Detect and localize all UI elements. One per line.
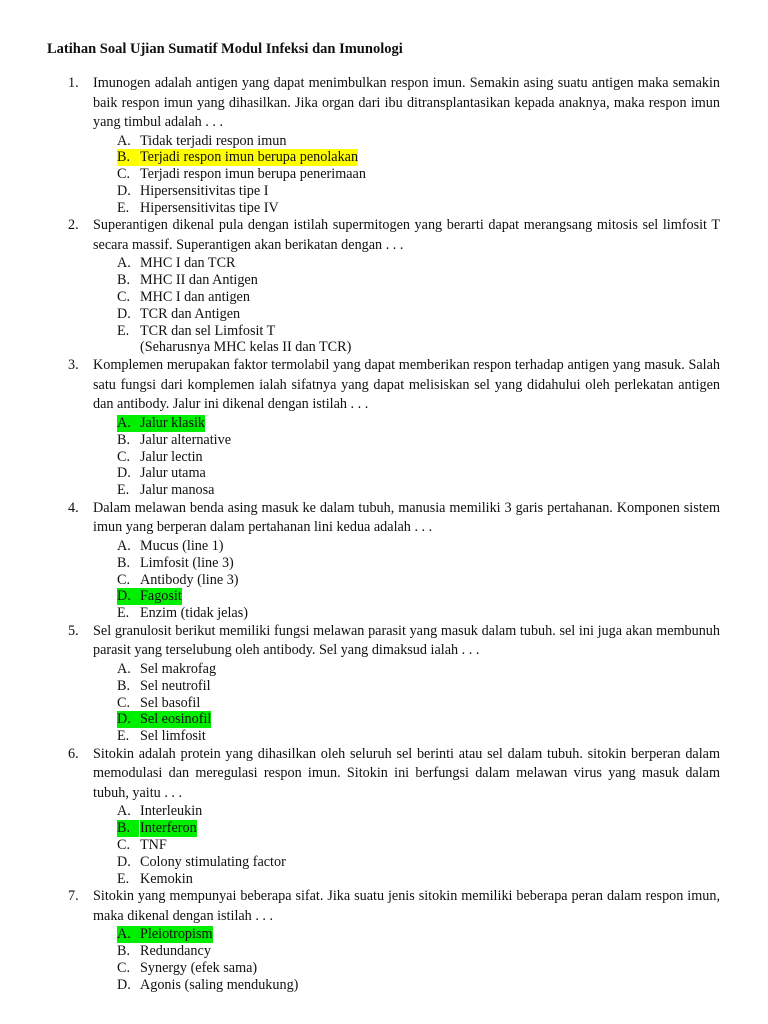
option-letter: B. xyxy=(117,431,131,448)
option-text: Fagosit xyxy=(140,588,182,605)
option-letter: E. xyxy=(117,322,130,339)
option-text: Interleukin xyxy=(140,803,203,820)
option-text: Tidak terjadi respon imun xyxy=(140,132,287,149)
option-text: MHC I dan antigen xyxy=(140,289,250,306)
option-letter: A. xyxy=(117,926,140,943)
option-list xyxy=(0,538,768,622)
option-text: Hipersensitivitas tipe I xyxy=(140,182,269,199)
option-list xyxy=(0,133,768,217)
answer-option xyxy=(0,555,768,572)
option-text: Enzim (tidak jelas) xyxy=(140,605,248,622)
answer-option xyxy=(0,803,768,820)
option-letter: D. xyxy=(117,182,131,199)
answer-option xyxy=(0,695,768,712)
answer-option-highlighted xyxy=(0,415,768,432)
answer-option xyxy=(0,255,768,272)
answer-option xyxy=(0,943,768,960)
option-text: Limfosit (line 3) xyxy=(140,554,234,571)
option-list xyxy=(0,661,768,745)
option-text: Sel basofil xyxy=(140,694,201,711)
option-letter: B. xyxy=(117,554,131,571)
option-letter: A. xyxy=(117,803,131,820)
option-text: Antibody (line 3) xyxy=(140,571,239,588)
option-letter: D. xyxy=(117,976,131,993)
option-text: Sel eosinofil xyxy=(140,711,212,728)
option-letter: A. xyxy=(117,537,131,554)
option-text: Agonis (saling mendukung) xyxy=(140,976,299,993)
answer-option xyxy=(0,871,768,888)
answer-note xyxy=(0,339,768,356)
option-text: Jalur lectin xyxy=(140,448,203,465)
answer-option xyxy=(0,449,768,466)
answer-option xyxy=(0,854,768,871)
answer-option-highlighted xyxy=(0,149,768,166)
document-title: Latihan Soal Ujian Sumatif Modul Infeksi dan Imunologi xyxy=(47,41,403,57)
option-letter: D. xyxy=(117,465,131,482)
question-stem: Sitokin adalah protein yang dihasilkan oleh seluruh sel berinti atau sel dalam tubuh. sitokin berperan dalam memodulasi dan meregulasi respon imun. Sitokin ini berfungsi dalam melawan virus yang masuk dalam tubuh, yaitu . . . xyxy=(93,745,720,801)
option-list xyxy=(0,803,768,887)
option-letter: B. xyxy=(117,272,131,289)
question-stem: Sel granulosit berikut memiliki fungsi melawan parasit yang masuk dalam tubuh. sel ini juga akan membunuh parasit yang terselubung oleh antibody. Sel yang dimaksud ialah . . . xyxy=(93,622,720,659)
question-number: 1. xyxy=(68,75,79,91)
answer-option xyxy=(0,272,768,289)
question-item xyxy=(0,622,768,745)
option-letter: D. xyxy=(117,305,131,322)
option-text: Redundancy xyxy=(140,943,211,960)
question-list xyxy=(0,74,768,994)
option-letter: C. xyxy=(117,166,131,183)
option-text: Jalur utama xyxy=(140,465,206,482)
answer-option xyxy=(0,977,768,994)
option-letter: B. xyxy=(117,677,131,694)
option-letter: C. xyxy=(117,837,131,854)
answer-option xyxy=(0,538,768,555)
option-text: Synergy (efek sama) xyxy=(140,960,258,976)
option-text: Jalur klasik xyxy=(140,414,206,431)
option-text: Interferon xyxy=(140,820,197,837)
option-list xyxy=(0,926,768,993)
question-number: 7. xyxy=(68,888,79,905)
option-text: Hipersensitivitas tipe IV xyxy=(140,199,279,216)
question-item xyxy=(0,499,768,622)
option-letter: C. xyxy=(117,289,131,306)
question-stem: Imunogen adalah antigen yang dapat menimbulkan respon imun. Semakin asing suatu antigen maka semakin baik respon imun yang dihasilkan. Jika organ dari ibu ditransplantasikan kepada anaknya, maka respon imun yang timbul adalah . . . xyxy=(93,75,720,130)
answer-option xyxy=(0,133,768,150)
answer-option-highlighted xyxy=(0,926,768,943)
option-letter: C. xyxy=(117,448,131,465)
option-text: Sel limfosit xyxy=(140,728,206,745)
question-item xyxy=(0,216,768,356)
answer-option xyxy=(0,661,768,678)
option-letter: A. xyxy=(117,415,140,432)
option-letter: A. xyxy=(117,132,131,149)
option-text: Sel makrofag xyxy=(140,660,217,677)
answer-option xyxy=(0,572,768,589)
option-text: MHC I dan TCR xyxy=(140,255,236,272)
option-letter: A. xyxy=(117,660,131,677)
answer-option xyxy=(0,432,768,449)
option-text: Colony stimulating factor xyxy=(140,853,286,870)
question-stem: Superantigen dikenal pula dengan istilah supermitogen yang berarti dapat merangsang mitosis sel limfosit T secara massif. Superantigen akan berikatan dengan . . . xyxy=(93,217,720,253)
option-letter: C. xyxy=(117,694,131,711)
option-text: Sel neutrofil xyxy=(140,677,211,694)
question-number: 3. xyxy=(68,357,79,374)
question-number: 4. xyxy=(68,499,79,516)
option-letter: A. xyxy=(117,255,131,272)
option-list xyxy=(0,415,768,499)
answer-option xyxy=(0,200,768,217)
question-item xyxy=(0,74,768,216)
option-letter: E. xyxy=(117,199,130,216)
answer-option xyxy=(0,465,768,482)
answer-option xyxy=(0,837,768,854)
answer-option xyxy=(0,605,768,622)
option-text: TCR dan Antigen xyxy=(140,305,241,322)
answer-option xyxy=(0,482,768,499)
answer-option xyxy=(0,183,768,200)
option-letter: D. xyxy=(117,588,140,605)
option-text: Terjadi respon imun berupa penolakan xyxy=(140,149,359,166)
option-letter: E. xyxy=(117,870,130,887)
option-letter: E. xyxy=(117,605,130,622)
option-letter: D. xyxy=(117,711,140,728)
option-letter: D. xyxy=(117,853,131,870)
option-letter: E. xyxy=(117,728,130,745)
question-number: 2. xyxy=(68,217,79,234)
question-stem: Sitokin yang mempunyai beberapa sifat. Jika suatu jenis sitokin memiliki beberapa peran dalam respon imun, maka dikenal dengan istilah . . . xyxy=(93,888,720,924)
question-item xyxy=(0,745,768,887)
option-text: MHC II dan Antigen xyxy=(140,272,258,289)
option-text: TCR dan sel Limfosit T xyxy=(140,322,276,339)
question-item xyxy=(0,887,768,993)
option-text: Pleiotropism xyxy=(140,926,213,943)
option-letter: C. xyxy=(117,960,131,976)
answer-option xyxy=(0,960,768,977)
answer-option-highlighted xyxy=(0,711,768,728)
answer-option xyxy=(0,166,768,183)
option-list xyxy=(0,255,768,339)
option-letter: B. xyxy=(117,149,139,166)
answer-option xyxy=(0,289,768,306)
answer-option-highlighted xyxy=(0,588,768,605)
answer-option xyxy=(0,323,768,340)
option-text: Jalur alternative xyxy=(140,431,231,448)
option-text: TNF xyxy=(140,837,167,854)
option-letter: B. xyxy=(117,820,139,837)
answer-option xyxy=(0,678,768,695)
option-text: Kemokin xyxy=(140,870,193,887)
answer-option xyxy=(0,728,768,745)
question-number: 5. xyxy=(68,622,79,639)
answer-option-highlighted xyxy=(0,820,768,837)
question-number: 6. xyxy=(68,745,79,762)
answer-option xyxy=(0,306,768,323)
question-stem: Dalam melawan benda asing masuk ke dalam tubuh, manusia memiliki 3 garis pertahanan. Komponen sistem imun yang berperan dalam pertahanan lini kedua adalah . . . xyxy=(93,499,720,536)
option-letter: B. xyxy=(117,943,131,960)
answer-note-text: (Seharusnya MHC kelas II dan TCR) xyxy=(140,339,352,356)
option-letter: E. xyxy=(117,482,130,499)
option-letter: C. xyxy=(117,571,131,588)
question-stem: Komplemen merupakan faktor termolabil yang dapat memberikan respon terhadap antigen yang masuk. Salah satu fungsi dari komplemen ialah sifatnya yang dapat melisiskan sel yang didahului oleh perlekatan antigen dan antibody. Jalur ini dikenal dengan istilah . . . xyxy=(93,357,720,413)
option-text: Terjadi respon imun berupa penerimaan xyxy=(140,166,366,183)
option-text: Jalur manosa xyxy=(140,482,215,499)
option-text: Mucus (line 1) xyxy=(140,537,224,554)
question-item xyxy=(0,356,768,498)
